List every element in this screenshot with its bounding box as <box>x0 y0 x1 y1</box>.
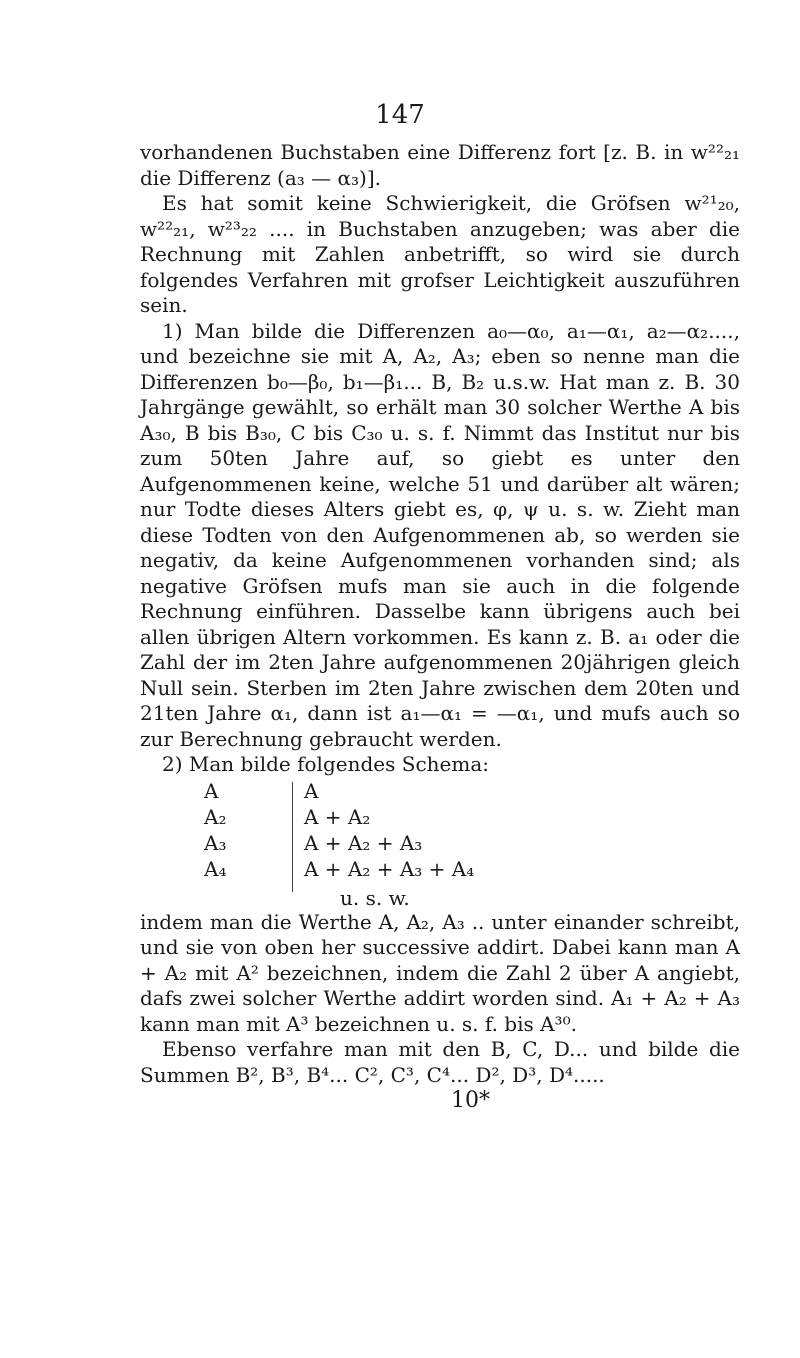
paragraph-4: 2) Man bilde folgendes Schema: <box>162 752 489 776</box>
schema-right-cell: A + A₂ + A₃ <box>304 830 423 855</box>
schema-divider <box>292 782 293 892</box>
body-text <box>140 140 740 1114</box>
summation-schema <box>140 778 740 910</box>
paragraph-6: Ebenso verfahre man mit den B, C, D... und bilde die Summen B², B³, B⁴... C², C³, C⁴... D², D³, D⁴..... <box>140 1037 740 1087</box>
schema-left-cell: A₂ <box>204 804 227 829</box>
schema-right-cell: A + A₂ + A₃ + A₄ <box>304 856 475 881</box>
schema-right-cell: A + A₂ <box>304 804 371 829</box>
paragraph-2: Es hat somit keine Schwierigkeit, die Gröfsen w²¹₂₀, w²²₂₁, w²³₂₂ .... in Buchstaben anzugeben; was aber die Rechnung mit Zahlen anbetrifft, so wird sie durch folgendes Verfahren mit grofser Leichtigkeit auszuführen sein. <box>140 191 740 317</box>
schema-right-column <box>304 778 604 882</box>
schema-left-cell: A₄ <box>204 856 227 881</box>
schema-continuation: u. s. w. <box>340 885 410 910</box>
signature-mark: 10* <box>451 1088 490 1113</box>
paragraph-3: 1) Man bilde die Differenzen a₀—α₀, a₁—α₁, a₂—α₂...., und bezeichne sie mit A, A₂, A₃; eben so nenne man die Differenzen b₀—β₀, b₁—β₁... B, B₂ u.s.w. Hat man z. B. 30 Jahrgänge gewählt, so erhält man 30 solcher Werthe A bis A₃₀, B bis B₃₀, C bis C₃₀ u. s. f. Nimmt das Institut nur bis zum 50ten Jahre auf, so giebt es unter den Aufgenommenen keine, welche 51 und darüber alt wären; nur Todte dieses Alters giebt es, φ, ψ u. s. w. Zieht man diese Todten von den Aufgenommenen ab, so werden sie negativ, da keine Aufgenommenen vorhanden sind; als negative Gröfsen mufs man sie auch in die folgende Rechnung einführen. Dasselbe kann übrigens auch bei allen übrigen Altern vorkommen. Es kann z. B. a₁ oder die Zahl der im 2ten Jahre aufgenommenen 20jährigen gleich Null sein. Sterben im 2ten Jahre zwischen dem 20ten und 21ten Jahre α₁, dann ist a₁—α₁ = —α₁, und mufs auch so zur Berechnung gebraucht werden. <box>140 318 740 751</box>
page-number: 147 <box>375 100 425 130</box>
schema-right-cell: A <box>304 778 319 803</box>
schema-left-cell: A <box>204 778 219 803</box>
schema-left-column <box>204 778 244 882</box>
paragraph-5: indem man die Werthe A, A₂, A₃ .. unter einander schreibt, und sie von oben her successive addirt. Dabei kann man A + A₂ mit A² bezeichnen, indem die Zahl 2 über A angiebt, dafs zwei solcher Werthe addirt worden sind. A₁ + A₂ + A₃ kann man mit A³ bezeichnen u. s. f. bis A³⁰. <box>140 909 740 1036</box>
paragraph-1: vorhandenen Buchstaben eine Differenz fort [z. B. in w²²₂₁ die Differenz (a₃ — α₃)]. <box>140 140 740 190</box>
schema-left-cell: A₃ <box>204 830 227 855</box>
